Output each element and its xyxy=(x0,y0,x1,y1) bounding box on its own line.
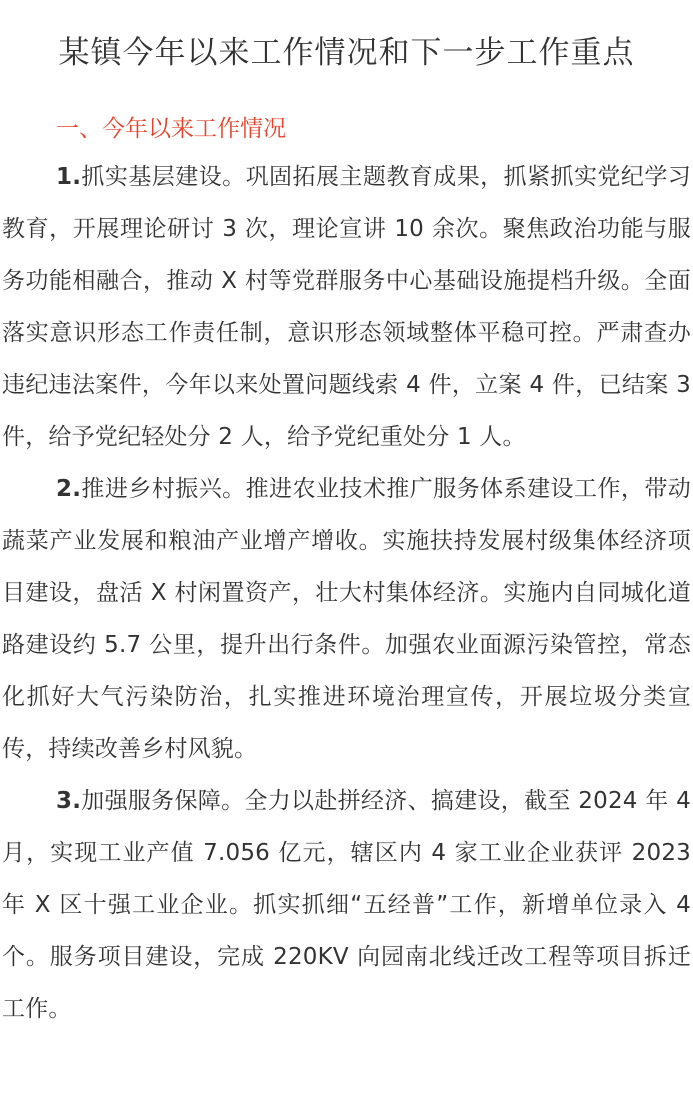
paragraph-text: 加强服务保障。全力以赴拼经济、搞建设，截至 2024 年 4 月，实现工业产值 7.056 亿元，辖区内 4 家工业企业获评 2023 年 X 区十强工业企业。抓实抓细“五经普”工作，新增单位录入 4 个。服务项目建设，完成 220KV 向园南北线迁改工程等项目拆迁工作。 xyxy=(2,788,691,1022)
paragraph-number: 1. xyxy=(56,164,82,190)
paragraph-3 xyxy=(2,775,691,1035)
paragraph-number: 3. xyxy=(56,788,82,814)
paragraph-number: 2. xyxy=(56,476,82,502)
document-title: 某镇今年以来工作情况和下一步工作重点 xyxy=(58,35,635,71)
section-heading: 一、今年以来工作情况 xyxy=(56,116,286,142)
paragraph-2 xyxy=(2,463,691,775)
paragraph-1 xyxy=(2,151,691,463)
paragraph-text: 推进乡村振兴。推进农业技术推广服务体系建设工作，带动蔬菜产业发展和粮油产业增产增收。实施扶持发展村级集体经济项目建设，盘活 X 村闲置资产，壮大村集体经济。实施内自同城化道路建设约 5.7 公里，提升出行条件。加强农业面源污染管控，常态化抓好大气污染防治，扎实推进环境治理宣传，开展垃圾分类宣传，持续改善乡村风貌。 xyxy=(2,476,691,762)
paragraph-text: 抓实基层建设。巩固拓展主题教育成果，抓紧抓实党纪学习教育，开展理论研讨 3 次，理论宣讲 10 余次。聚焦政治功能与服务功能相融合，推动 X 村等党群服务中心基础设施提档升级。全面落实意识形态工作责任制，意识形态领域整体平稳可控。严肃查办违纪违法案件，今年以来处置问题线索 4 件，立案 4 件，已结案 3 件，给予党纪轻处分 2 人，给予党纪重处分 1 人。 xyxy=(2,164,691,450)
